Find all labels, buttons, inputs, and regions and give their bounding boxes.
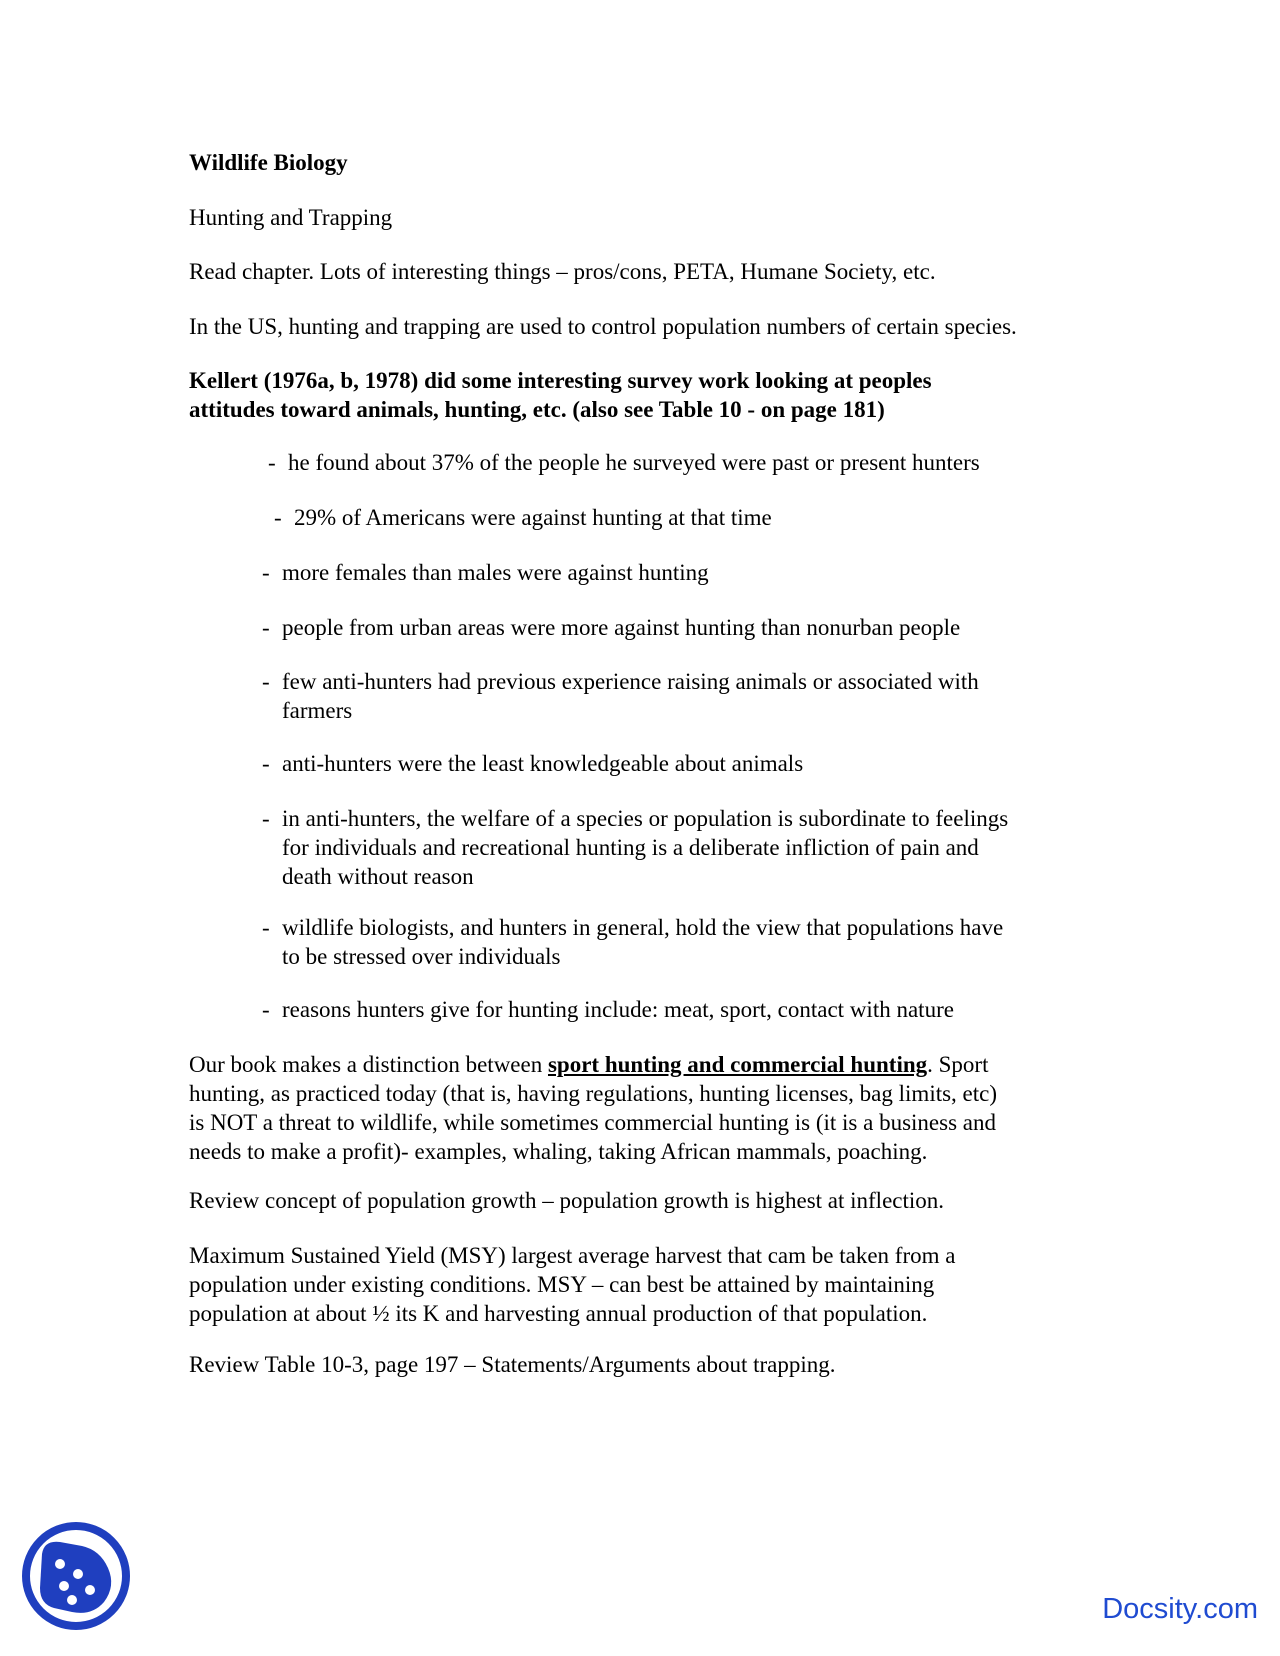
msy-text: population under existing conditions. MSY – can best be attained by maintaining	[189, 1272, 935, 1297]
bullet-dash: -	[262, 669, 270, 694]
kellert-line-2: attitudes toward animals, hunting, etc. (also see Table 10 - on page 181)	[189, 397, 885, 422]
bullet-item	[262, 995, 1082, 1024]
msy-text: Maximum Sustained Yield (MSY) largest average harvest that cam be taken from a	[189, 1243, 956, 1268]
bullet-item	[262, 913, 1082, 971]
bullet-text: few anti-hunters had previous experience raising animals or associated with	[282, 669, 979, 694]
bullet-dash: -	[274, 505, 282, 530]
kellert-line-1: Kellert (1976a, b, 1978) did some interesting survey work looking at peoples	[189, 368, 932, 393]
sport-text: . Sport	[927, 1052, 989, 1077]
docsity-logo-icon	[20, 1520, 132, 1632]
sport-text: is NOT a threat to wildlife, while sometimes commercial hunting is (it is a business and	[189, 1110, 996, 1135]
bullet-item	[262, 667, 1082, 725]
sport-text: hunting, as practiced today (that is, having regulations, hunting licenses, bag limits, etc)	[189, 1081, 998, 1106]
bullet-item	[274, 503, 1094, 532]
bullet-dash: -	[262, 615, 270, 640]
bullet-text: 29% of Americans were against hunting at that time	[294, 505, 772, 530]
bullet-text: more females than males were against hunting	[282, 560, 709, 585]
docsity-brand-link[interactable]: Docsity.com	[1102, 1593, 1258, 1625]
bullet-dash: -	[262, 560, 270, 585]
paragraph-population-growth: Review concept of population growth – population growth is highest at inflection.	[189, 1188, 945, 1213]
bullet-text: he found about 37% of the people he surveyed were past or present hunters	[288, 450, 980, 475]
bullet-text: to be stressed over individuals	[282, 944, 561, 969]
bullet-dash: -	[262, 915, 270, 940]
paragraph-us-hunting: In the US, hunting and trapping are used to control population numbers of certain species.	[189, 314, 1017, 339]
bullet-item	[262, 613, 1082, 642]
bullet-text: people from urban areas were more against hunting than nonurban people	[282, 615, 961, 640]
bullet-dash: -	[262, 806, 270, 831]
sport-text: Our book makes a distinction between	[189, 1052, 548, 1077]
msy-text: population at about ½ its K and harvesting annual production of that population.	[189, 1301, 928, 1326]
bullet-text: reasons hunters give for hunting include: meat, sport, contact with nature	[282, 997, 954, 1022]
document-title: Wildlife Biology	[189, 150, 348, 175]
bullet-dash: -	[262, 997, 270, 1022]
bullet-text: anti-hunters were the least knowledgeable about animals	[282, 751, 804, 776]
bullet-dash: -	[268, 450, 276, 475]
bullet-text: for individuals and recreational hunting is a deliberate infliction of pain and	[282, 835, 979, 860]
bullet-text: wildlife biologists, and hunters in general, hold the view that populations have	[282, 915, 1004, 940]
bullet-item	[262, 804, 1082, 891]
paragraph-msy	[189, 1241, 1089, 1328]
bullet-item	[262, 749, 1082, 778]
paragraph-kellert	[189, 366, 1089, 424]
document-subtitle: Hunting and Trapping	[189, 205, 393, 230]
bullet-text: in anti-hunters, the welfare of a species or population is subordinate to feelings	[282, 806, 1009, 831]
bullet-dash: -	[262, 751, 270, 776]
bullet-text: death without reason	[282, 864, 474, 889]
sport-text: needs to make a profit)- examples, whaling, taking African mammals, poaching.	[189, 1139, 928, 1164]
bullet-item	[262, 558, 1082, 587]
bullet-item	[268, 448, 1088, 477]
paragraph-sport-hunting	[189, 1050, 1089, 1166]
paragraph-read-chapter: Read chapter. Lots of interesting things – pros/cons, PETA, Humane Society, etc.	[189, 259, 936, 284]
bullet-text: farmers	[282, 698, 353, 723]
paragraph-review-table: Review Table 10-3, page 197 – Statements/Arguments about trapping.	[189, 1352, 836, 1377]
sport-emphasis: sport hunting and commercial hunting	[547, 1052, 928, 1077]
